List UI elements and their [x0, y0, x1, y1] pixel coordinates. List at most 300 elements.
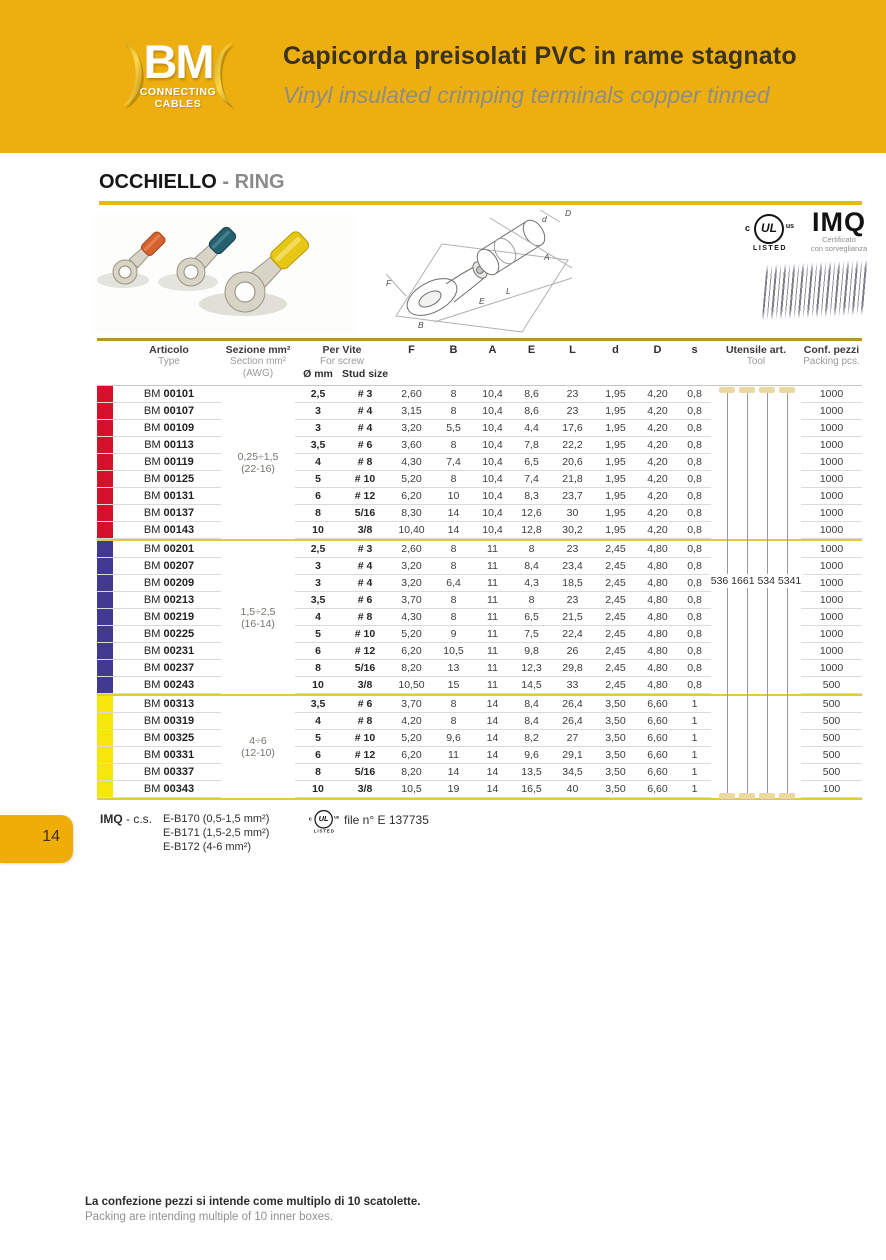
color-swatch [97, 488, 117, 505]
tool-cap [739, 793, 755, 799]
cell-b: 14 [434, 505, 473, 522]
cell-stud: 3/8 [341, 522, 389, 539]
article-code: BM 00201 [117, 541, 221, 558]
cell-a: 11 [473, 575, 512, 592]
ul-us-label: us [785, 223, 794, 230]
cell-b: 8 [434, 609, 473, 626]
packing-note-it: La confezione pezzi si intende come multiplo di 10 scatolette. [85, 1196, 421, 1208]
cell-b: 8 [434, 471, 473, 488]
color-swatch [97, 781, 117, 798]
dim-label-L: L [506, 286, 511, 296]
cell-b: 10,5 [434, 643, 473, 660]
cell-f: 10,50 [389, 677, 434, 694]
cell-e: 13,5 [512, 764, 551, 781]
cell-b: 8 [434, 558, 473, 575]
cell-s: 0,8 [678, 403, 711, 420]
cell-pack: 1000 [801, 609, 862, 626]
cell-e: 4,4 [512, 420, 551, 437]
cell-dl: 3,50 [594, 696, 637, 713]
cell-stud: # 10 [341, 730, 389, 747]
imq-sub1: Certificato [822, 235, 856, 244]
cell-f: 6,20 [389, 747, 434, 764]
cell-s: 0,8 [678, 454, 711, 471]
page-subtitle: Vinyl insulated crimping terminals copper tinned [283, 82, 770, 108]
cell-pack: 1000 [801, 454, 862, 471]
cell-f: 2,60 [389, 541, 434, 558]
cell-e: 7,4 [512, 471, 551, 488]
cell-f: 3,60 [389, 437, 434, 454]
cell-s: 1 [678, 764, 711, 781]
imq-logo-text: IMQ [812, 207, 866, 237]
cell-f: 3,20 [389, 420, 434, 437]
tool-cap [719, 793, 735, 799]
color-swatch [97, 592, 117, 609]
cell-s: 0,8 [678, 626, 711, 643]
table-body [97, 386, 862, 800]
cell-b: 5,5 [434, 420, 473, 437]
ul-file-number: file n° E 137735 [344, 813, 429, 827]
cell-stud: # 8 [341, 713, 389, 730]
cell-l: 22,2 [551, 437, 594, 454]
cell-stud: # 4 [341, 575, 389, 592]
cell-dl: 1,95 [594, 454, 637, 471]
cell-s: 0,8 [678, 609, 711, 626]
cell-dl: 1,95 [594, 437, 637, 454]
cell-du: 6,60 [637, 730, 678, 747]
cell-l: 29,8 [551, 660, 594, 677]
cell-a: 14 [473, 764, 512, 781]
cell-sez [221, 696, 295, 713]
imq-sub2: con sorveglianza [810, 243, 868, 253]
cell-a: 14 [473, 730, 512, 747]
color-swatch-block [97, 386, 113, 402]
cell-pack: 1000 [801, 643, 862, 660]
cell-stud: # 6 [341, 437, 389, 454]
cell-s: 0,8 [678, 541, 711, 558]
header-pack-en: Packing pcs. [803, 356, 860, 367]
cell-sez [221, 403, 295, 420]
cell-dl: 2,45 [594, 575, 637, 592]
header-dim-A: A [488, 344, 497, 356]
ul-circle-icon: UL [314, 810, 333, 829]
cell-dmm: 8 [295, 660, 341, 677]
cell-dmm: 2,5 [295, 386, 341, 403]
cell-sez [221, 558, 295, 575]
article-code: BM 00337 [117, 764, 221, 781]
cell-l: 23 [551, 592, 594, 609]
color-swatch [97, 575, 117, 592]
header-vite-dmm: Ø mm [303, 368, 333, 380]
cell-sez [221, 575, 295, 592]
cell-a: 10,4 [473, 420, 512, 437]
header-dim-B: B [449, 344, 458, 356]
cell-s: 0,8 [678, 437, 711, 454]
cell-du: 4,80 [637, 626, 678, 643]
cell-stud: # 10 [341, 471, 389, 488]
color-swatch [97, 437, 117, 454]
cell-dl: 1,95 [594, 420, 637, 437]
cell-f: 4,30 [389, 454, 434, 471]
color-swatch [97, 643, 117, 660]
cell-f: 8,30 [389, 505, 434, 522]
cell-b: 8 [434, 592, 473, 609]
cell-stud: # 4 [341, 420, 389, 437]
cell-e: 12,6 [512, 505, 551, 522]
article-code: BM 00207 [117, 558, 221, 575]
cell-dl: 2,45 [594, 609, 637, 626]
cell-sez [221, 505, 295, 522]
cell-stud: 3/8 [341, 677, 389, 694]
article-code: BM 00331 [117, 747, 221, 764]
color-swatch-block [97, 713, 113, 729]
cell-sez [221, 781, 295, 798]
cell-dmm: 3,5 [295, 696, 341, 713]
spec-table [97, 338, 862, 800]
cell-a: 14 [473, 713, 512, 730]
cell-stud: # 10 [341, 626, 389, 643]
header-tool-en: Tool [746, 356, 766, 367]
color-swatch-block [97, 677, 113, 693]
cell-s: 1 [678, 781, 711, 798]
cell-a: 10,4 [473, 403, 512, 420]
cell-pack: 1000 [801, 592, 862, 609]
cell-l: 17,6 [551, 420, 594, 437]
cell-e: 16,5 [512, 781, 551, 798]
article-code: BM 00213 [117, 592, 221, 609]
imq-note-items [163, 812, 288, 854]
color-swatch-block [97, 558, 113, 574]
article-code: BM 00243 [117, 677, 221, 694]
section-range-label: 1,5÷2,5 (16-14) [240, 605, 276, 630]
cell-dmm: 4 [295, 713, 341, 730]
cell-f: 4,20 [389, 713, 434, 730]
color-swatch-block [97, 454, 113, 470]
cell-f: 5,20 [389, 730, 434, 747]
color-swatch [97, 454, 117, 471]
cell-s: 1 [678, 747, 711, 764]
color-swatch-block [97, 488, 113, 504]
cell-pack: 1000 [801, 420, 862, 437]
article-code: BM 00237 [117, 660, 221, 677]
cell-s: 0,8 [678, 575, 711, 592]
cell-pack: 1000 [801, 403, 862, 420]
color-swatch [97, 609, 117, 626]
color-swatch [97, 747, 117, 764]
cell-stud: # 12 [341, 488, 389, 505]
article-code: BM 00125 [117, 471, 221, 488]
cell-l: 20,6 [551, 454, 594, 471]
cell-e: 12,3 [512, 660, 551, 677]
cell-dl: 3,50 [594, 747, 637, 764]
imq-item: E-B172 (4-6 mm²) [163, 841, 252, 853]
cell-b: 9 [434, 626, 473, 643]
cell-l: 23 [551, 403, 594, 420]
cell-dmm: 6 [295, 643, 341, 660]
dim-label-D: D [565, 208, 572, 218]
cell-sez [221, 522, 295, 539]
cell-e: 8,4 [512, 696, 551, 713]
header-dim-F: F [408, 344, 415, 356]
cell-du: 4,20 [637, 471, 678, 488]
cell-l: 29,1 [551, 747, 594, 764]
ul-listed-label: LISTED [753, 245, 787, 252]
cell-sez [221, 643, 295, 660]
article-code: BM 00209 [117, 575, 221, 592]
cell-dmm: 5 [295, 626, 341, 643]
cell-dmm: 6 [295, 488, 341, 505]
cell-dl: 3,50 [594, 781, 637, 798]
cell-pack: 1000 [801, 575, 862, 592]
article-code: BM 00225 [117, 626, 221, 643]
cell-dl: 2,45 [594, 643, 637, 660]
cell-stud: 3/8 [341, 781, 389, 798]
cell-du: 6,60 [637, 747, 678, 764]
cell-l: 26,4 [551, 713, 594, 730]
cell-dl: 1,95 [594, 488, 637, 505]
cell-s: 0,8 [678, 558, 711, 575]
color-swatch-block [97, 747, 113, 763]
cell-s: 1 [678, 730, 711, 747]
cell-e: 8,4 [512, 558, 551, 575]
cell-l: 27 [551, 730, 594, 747]
cell-s: 0,8 [678, 592, 711, 609]
cell-b: 8 [434, 437, 473, 454]
color-swatch [97, 420, 117, 437]
cell-e: 7,5 [512, 626, 551, 643]
cell-f: 3,70 [389, 592, 434, 609]
color-swatch [97, 505, 117, 522]
cell-du: 4,20 [637, 386, 678, 403]
cell-s: 1 [678, 713, 711, 730]
cell-f: 3,20 [389, 558, 434, 575]
cell-f: 8,20 [389, 764, 434, 781]
cell-e: 9,8 [512, 643, 551, 660]
imq-item: E-B170 (0,5-1,5 mm²) [163, 813, 270, 825]
cell-du: 4,20 [637, 454, 678, 471]
page-title: Capicorda preisolati PVC in rame stagnato [283, 42, 797, 70]
cell-sez [221, 386, 295, 403]
color-swatch [97, 764, 117, 781]
cell-dl: 3,50 [594, 764, 637, 781]
color-swatch-block [97, 437, 113, 453]
tool-cap [779, 793, 795, 799]
color-swatch-block [97, 505, 113, 521]
article-code: BM 00325 [117, 730, 221, 747]
cell-a: 11 [473, 643, 512, 660]
cell-sez [221, 660, 295, 677]
cell-dl: 3,50 [594, 713, 637, 730]
cell-b: 14 [434, 764, 473, 781]
cell-stud: # 12 [341, 643, 389, 660]
article-code: BM 00313 [117, 696, 221, 713]
color-swatch-block [97, 660, 113, 676]
page-titles [283, 42, 863, 109]
article-code: BM 00319 [117, 713, 221, 730]
cell-pack: 1000 [801, 541, 862, 558]
cell-a: 10,4 [473, 505, 512, 522]
cell-l: 23 [551, 541, 594, 558]
cell-e: 8 [512, 592, 551, 609]
table-header [97, 341, 862, 386]
color-swatch [97, 471, 117, 488]
cell-sez [221, 488, 295, 505]
cell-b: 8 [434, 713, 473, 730]
cell-dmm: 5 [295, 730, 341, 747]
cell-pack: 500 [801, 747, 862, 764]
cell-pack: 1000 [801, 660, 862, 677]
tool-line [787, 393, 788, 793]
cell-b: 7,4 [434, 454, 473, 471]
cell-sez [221, 541, 295, 558]
color-swatch-block [97, 403, 113, 419]
cell-b: 11 [434, 747, 473, 764]
cell-du: 6,60 [637, 713, 678, 730]
cell-l: 22,4 [551, 626, 594, 643]
cell-pack: 500 [801, 730, 862, 747]
cell-stud: 5/16 [341, 660, 389, 677]
cell-a: 14 [473, 696, 512, 713]
striped-watermark-graphic [762, 259, 869, 321]
cell-du: 4,80 [637, 609, 678, 626]
cell-e: 12,8 [512, 522, 551, 539]
color-swatch [97, 696, 117, 713]
cell-a: 11 [473, 626, 512, 643]
cell-f: 3,15 [389, 403, 434, 420]
cell-du: 4,20 [637, 437, 678, 454]
cell-l: 21,8 [551, 471, 594, 488]
cell-stud: 5/16 [341, 764, 389, 781]
cell-l: 30 [551, 505, 594, 522]
color-swatch-block [97, 522, 113, 538]
cell-dl: 2,45 [594, 558, 637, 575]
cell-l: 18,5 [551, 575, 594, 592]
cell-du: 6,60 [637, 781, 678, 798]
cell-a: 11 [473, 558, 512, 575]
color-swatch-block [97, 609, 113, 625]
header-dim-E: E [527, 344, 536, 356]
cell-a: 10,4 [473, 437, 512, 454]
article-code: BM 00143 [117, 522, 221, 539]
cell-s: 0,8 [678, 420, 711, 437]
header-vite-en: For screw [320, 356, 364, 367]
bm-logo-text: BM [143, 35, 213, 88]
cell-f: 10,5 [389, 781, 434, 798]
ul-circle-icon: UL [754, 214, 784, 244]
cell-sez [221, 677, 295, 694]
cell-dl: 2,45 [594, 677, 637, 694]
cell-du: 4,20 [637, 420, 678, 437]
cell-a: 11 [473, 660, 512, 677]
section-title-it: OCCHIELLO [99, 171, 217, 193]
cell-e: 6,5 [512, 454, 551, 471]
imq-note-bold: IMQ [100, 812, 123, 826]
cell-a: 14 [473, 781, 512, 798]
cell-s: 0,8 [678, 643, 711, 660]
cell-dmm: 2,5 [295, 541, 341, 558]
cell-sez [221, 420, 295, 437]
cell-dl: 1,95 [594, 505, 637, 522]
cell-du: 4,20 [637, 522, 678, 539]
color-swatch [97, 403, 117, 420]
article-code: BM 00107 [117, 403, 221, 420]
cell-f: 4,30 [389, 609, 434, 626]
header-vite-stud: Stud size [341, 368, 389, 380]
cell-a: 10,4 [473, 522, 512, 539]
article-code: BM 00231 [117, 643, 221, 660]
cell-f: 10,40 [389, 522, 434, 539]
cell-s: 0,8 [678, 488, 711, 505]
cell-a: 14 [473, 747, 512, 764]
header-dim-D: D [653, 344, 662, 356]
cell-stud: # 8 [341, 454, 389, 471]
ul-listed-label: LISTED [313, 829, 335, 834]
header-sezione-it: Sezione mm² [225, 344, 291, 356]
cell-du: 4,80 [637, 541, 678, 558]
imq-mark [799, 208, 879, 253]
cell-a: 10,4 [473, 471, 512, 488]
header-dim-d: d [612, 344, 619, 356]
article-code: BM 00219 [117, 609, 221, 626]
cell-e: 8 [512, 541, 551, 558]
header-articolo [117, 344, 221, 368]
cell-dmm: 4 [295, 609, 341, 626]
header-tool-it: Utensile art. [725, 344, 787, 356]
cell-dmm: 10 [295, 677, 341, 694]
header-vite [295, 344, 389, 381]
cell-b: 8 [434, 386, 473, 403]
header-sezione-en: Section mm² [229, 356, 287, 367]
cell-du: 4,80 [637, 660, 678, 677]
cell-du: 4,80 [637, 643, 678, 660]
cell-pack: 1000 [801, 626, 862, 643]
dim-label-F: F [386, 278, 392, 288]
imq-note-label [100, 812, 163, 826]
cell-dmm: 4 [295, 454, 341, 471]
color-swatch [97, 541, 117, 558]
cell-du: 4,80 [637, 558, 678, 575]
cell-dl: 1,95 [594, 386, 637, 403]
color-swatch-block [97, 764, 113, 780]
cell-e: 8,2 [512, 730, 551, 747]
cell-pack: 1000 [801, 386, 862, 403]
cell-e: 8,4 [512, 713, 551, 730]
cell-dmm: 3,5 [295, 437, 341, 454]
article-code: BM 00113 [117, 437, 221, 454]
article-code: BM 00109 [117, 420, 221, 437]
imq-note-rest: - c.s. [122, 812, 153, 826]
cell-b: 19 [434, 781, 473, 798]
ul-c-label: c [308, 815, 312, 822]
cell-pack: 500 [801, 696, 862, 713]
tool-cap [759, 793, 775, 799]
color-swatch-block [97, 541, 113, 557]
cell-dmm: 3,5 [295, 592, 341, 609]
cell-dmm: 3 [295, 558, 341, 575]
cell-l: 30,2 [551, 522, 594, 539]
cell-f: 6,20 [389, 488, 434, 505]
tool-numbers-label: 536 1661 534 5341 [710, 575, 802, 587]
color-swatch [97, 522, 117, 539]
tool-line [747, 393, 748, 793]
cell-f: 3,20 [389, 575, 434, 592]
cell-stud: # 4 [341, 558, 389, 575]
cell-s: 0,8 [678, 505, 711, 522]
bm-logo-subtext [93, 86, 263, 110]
packing-note [85, 1195, 420, 1225]
cell-l: 23,4 [551, 558, 594, 575]
color-swatch-block [97, 420, 113, 436]
section-separator: - [222, 171, 230, 193]
